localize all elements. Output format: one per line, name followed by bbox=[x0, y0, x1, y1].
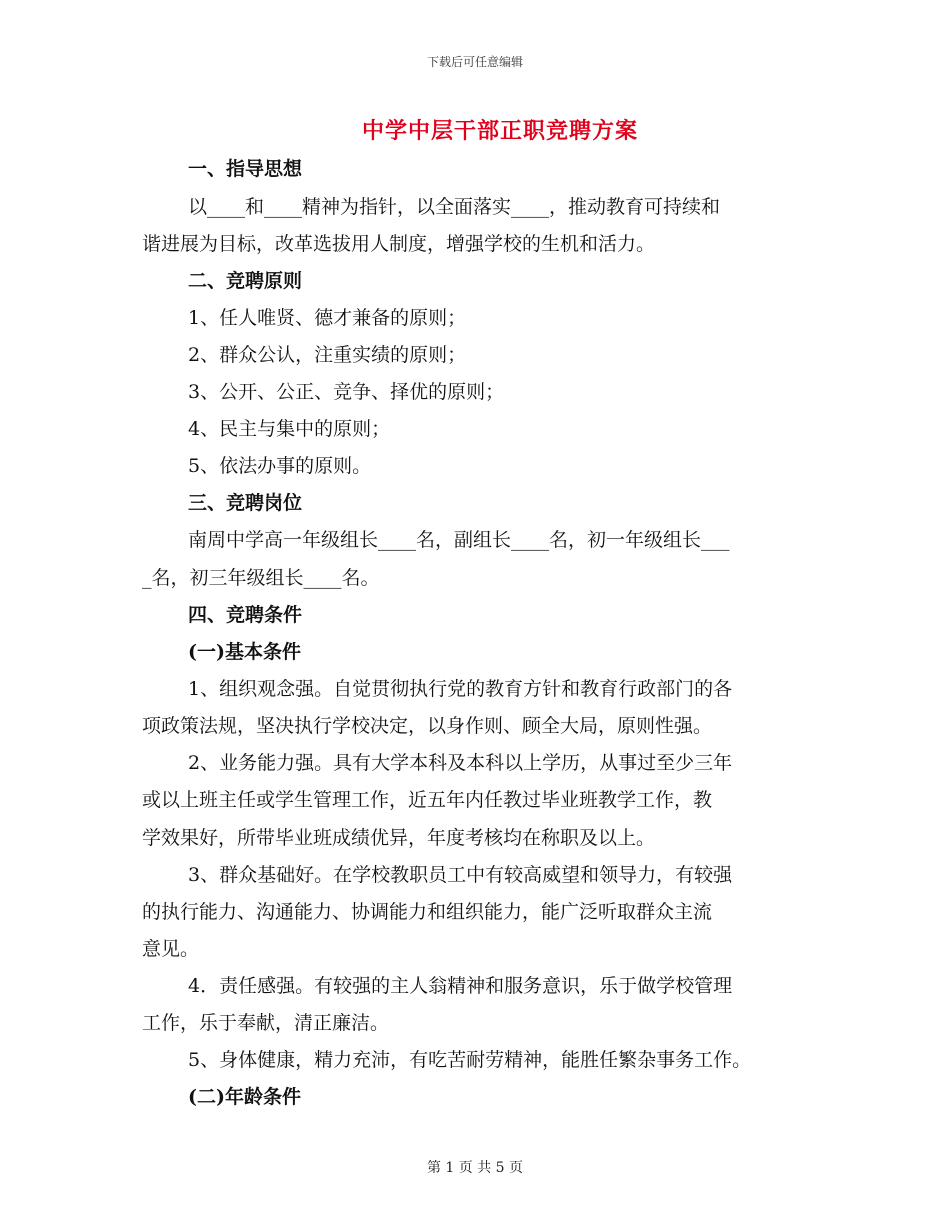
paragraph-line: 3、群众基础好。在学校教职员工中有较高威望和领导力，有较强 bbox=[188, 864, 733, 886]
paragraph-line: 以____和____精神为指针，以全面落实____，推动教育可持续和 bbox=[188, 196, 721, 218]
subsection-heading-age: (二)年龄条件 bbox=[188, 1086, 301, 1108]
paragraph-line: 学效果好，所带毕业班成绩优异，年度考核均在称职及以上。 bbox=[142, 827, 656, 849]
list-item: 4、民主与集中的原则； bbox=[188, 418, 391, 440]
page-footer: 第 1 页 共 5 页 bbox=[426, 1160, 524, 1176]
list-item: 3、公开、公正、竞争、择优的原则； bbox=[188, 381, 505, 403]
paragraph-line: 南周中学高一年级组长____名，副组长____名，初一年级组长___ bbox=[188, 529, 730, 551]
paragraph-line: 意见。 bbox=[142, 938, 200, 960]
section-heading-conditions: 四、竞聘条件 bbox=[188, 604, 303, 626]
list-item: 1、任人唯贤、德才兼备的原则； bbox=[188, 307, 467, 329]
paragraph-line: 或以上班主任或学生管理工作，近五年内任教过毕业班教学工作，教 bbox=[142, 789, 713, 811]
paragraph-line: _名，初三年级组长____名。 bbox=[142, 567, 380, 589]
paragraph-line: 工作，乐于奉献，清正廉洁。 bbox=[142, 1012, 390, 1034]
section-heading-positions: 三、竞聘岗位 bbox=[188, 492, 303, 514]
paragraph-line: 的执行能力、沟通能力、协调能力和组织能力，能广泛听取群众主流 bbox=[142, 901, 713, 923]
paragraph-line: 2、业务能力强。具有大学本科及本科以上学历，从事过至少三年 bbox=[188, 752, 733, 774]
header-note: 下载后可任意编辑 bbox=[426, 55, 523, 69]
paragraph-line: 4．责任感强。有较强的主人翁精神和服务意识，乐于做学校管理 bbox=[188, 975, 733, 997]
list-item: 5、依法办事的原则。 bbox=[188, 455, 372, 477]
section-heading-principles: 二、竞聘原则 bbox=[188, 270, 303, 292]
paragraph-line: 项政策法规，坚决执行学校决定，以身作则、顾全大局，原则性强。 bbox=[142, 715, 713, 737]
list-item: 2、群众公认，注重实绩的原则； bbox=[188, 344, 467, 366]
paragraph-line: 1、组织观念强。自觉贯彻执行党的教育方针和教育行政部门的各 bbox=[188, 678, 733, 700]
document-title: 中学中层干部正职竞聘方案 bbox=[361, 118, 638, 144]
section-heading-guiding-thought: 一、指导思想 bbox=[188, 158, 303, 180]
subsection-heading-basic: (一)基本条件 bbox=[188, 641, 301, 663]
paragraph-line: 谐进展为目标，改革选拔用人制度，增强学校的生机和活力。 bbox=[142, 233, 656, 255]
paragraph-line: 5、身体健康，精力充沛，有吃苦耐劳精神，能胜任繁杂事务工作。 bbox=[188, 1049, 752, 1071]
